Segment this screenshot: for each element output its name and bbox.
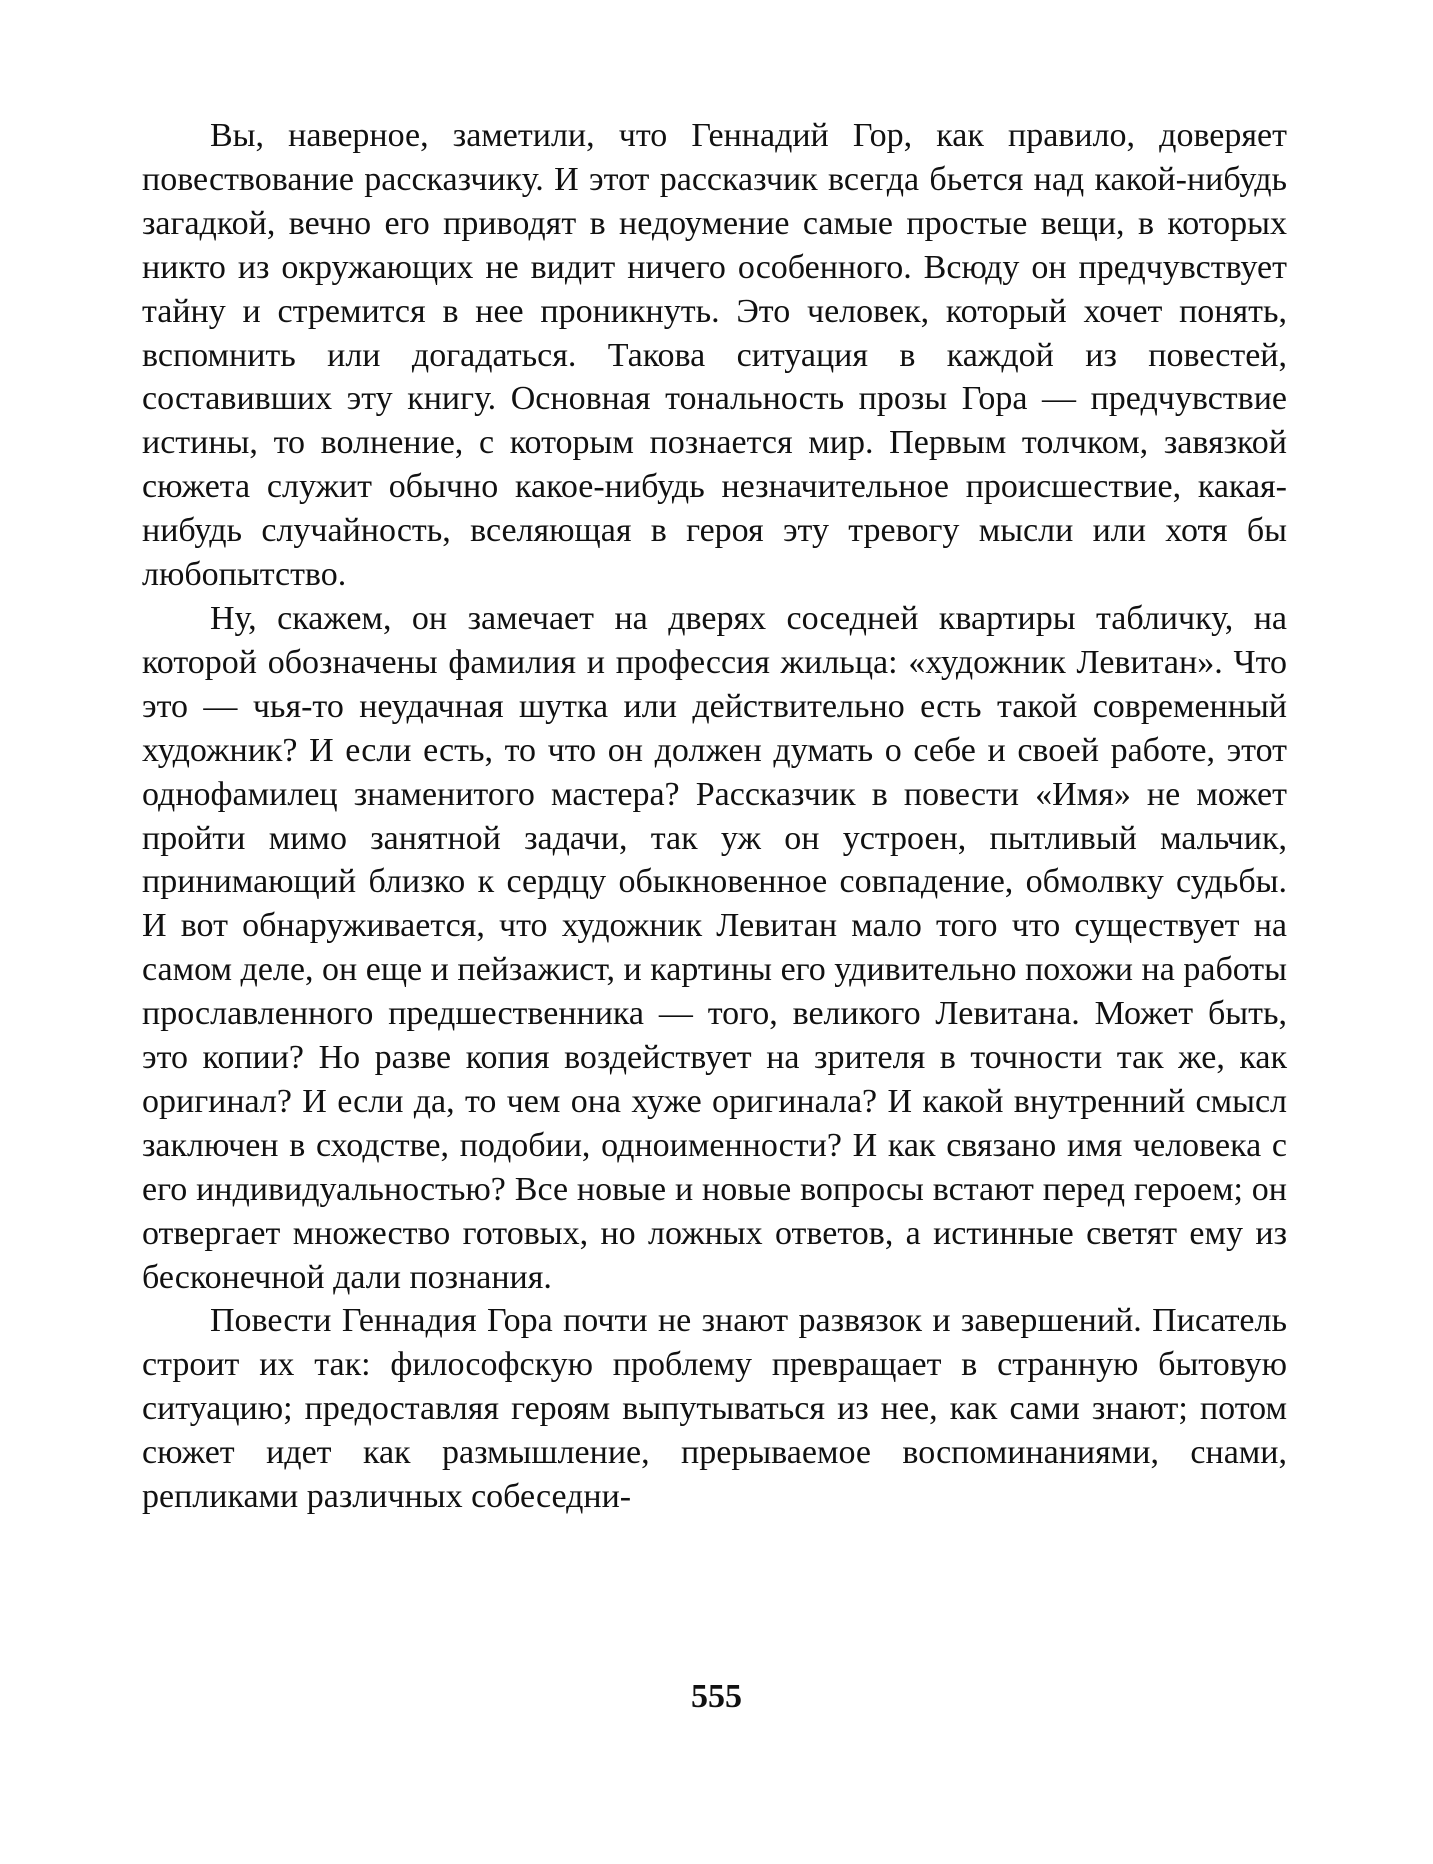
paragraph-2: Ну, скажем, он замечает на дверях соседней квартиры табличку, на которой обозначены фамилия и профессия жильца: «художник Левитан». Что это — чья-то неудачная шутка или действительно есть такой современный художник? И если есть, то что он должен думать о себе и своей работе, этот однофамилец знаменитого мастера? Рассказчик в повести «Имя» не может пройти мимо занятной задачи, так уж он устроен, пытливый мальчик, принимающий близко к сердцу обыкновенное совпадение, обмолвку судьбы. И вот обнаруживается, что художник Левитан мало того что существует на самом деле, он еще и пейзажист, и картины его удивительно похожи на работы прославленного предшественника — того, великого Левитана. Может быть, это копии? Но разве копия воздействует на зрителя в точности так же, как оригинал? И если да, то чем она хуже оригинала? И какой внутренний смысл заключен в сходстве, подобии, одноименности? И как связано имя человека с его индивидуальностью? Все новые и новые вопросы встают перед героем; он отвергает множество готовых, но ложных ответов, а истинные светят ему из бесконечной дали познания.	[142, 599, 1287, 1296]
paragraph-1: Вы, наверное, заметили, что Геннадий Гор, как правило, доверяет повествование рассказчику. И этот рассказчик всегда бьется над какой-нибудь загадкой, вечно его приводят в недоумение самые простые вещи, в которых никто из окружающих не видит ничего особенного. Всюду он предчувствует тайну и стремится в нее проникнуть. Это человек, который хочет понять, вспомнить или догадаться. Такова ситуация в каждой из повестей, составивших эту книгу. Основная тональность прозы Гора — предчувствие истины, то волнение, с которым познается мир. Первым толчком, завязкой сюжета служит обычно какое-нибудь незначительное происшествие, какая-нибудь случайность, вселяющая в героя эту тревогу мысли или хотя бы любопытство.	[142, 117, 1287, 594]
body-text	[142, 114, 1287, 1519]
paragraph-3: Повести Геннадия Гора почти не знают развязок и завершений. Писатель строит их так: философскую проблему превращает в странную бытовую ситуацию; предоставляя героям выпутываться из нее, как сами знают; потом сюжет идет как размышление, прерываемое воспоминаниями, снами, репликами различных собеседни-	[142, 1302, 1287, 1516]
page-number: 555	[691, 1678, 742, 1715]
